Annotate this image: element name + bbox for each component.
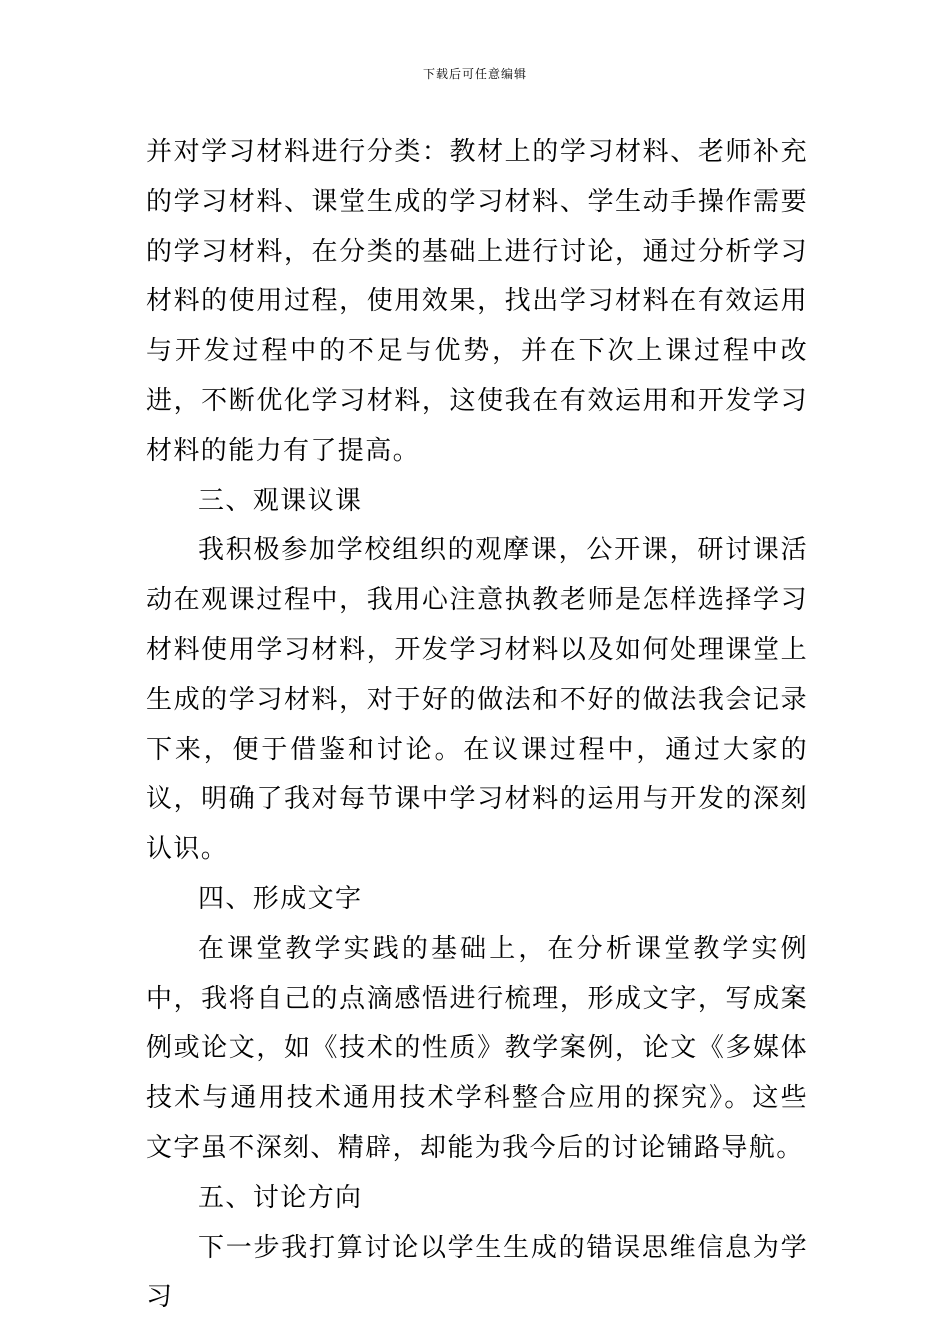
section-heading-writing: 四、形成文字 (198, 883, 363, 914)
paragraph-observe-lessons: 我积极参加学校组织的观摩课，公开课，研讨课活动在观课过程中，我用心注意执教老师是怎样选择学习材料使用学习材料，开发学习材料以及如何处理课堂上生成的学习材料，对于好的做法和不好的做法我会记录下来，便于借鉴和讨论。在议课过程中，通过大家的议，明确了我对每节课中学习材料的运用与开发的深刻认识。 (146, 535, 808, 865)
section-heading-research-direction: 五、讨论方向 (198, 1182, 363, 1213)
document-body (146, 128, 808, 1323)
paragraph-research-direction: 下一步我打算讨论以学生生成的错误思维信息为学习 (146, 1232, 808, 1313)
paragraph-material-classification: 并对学习材料进行分类：教材上的学习材料、老师补充的学习材料、课堂生成的学习材料、学生动手操作需要的学习材料，在分类的基础上进行讨论，通过分析学习材料的使用过程，使用效果，找出学习材料在有效运用与开发过程中的不足与优势，并在下次上课过程中改进，不断优化学习材料，这使我在有效运用和开发学习材料的能力有了提高。 (146, 137, 808, 466)
section-heading-observe-lessons: 三、观课议课 (198, 485, 363, 516)
paragraph-writing: 在课堂教学实践的基础上，在分析课堂教学实例中，我将自己的点滴感悟进行梳理，形成文字，写成案例或论文，如《技术的性质》教学案例，论文《多媒体技术与通用技术通用技术学科整合应用的探究》。这些文字虽不深刻、精辟，却能为我今后的讨论铺路导航。 (146, 933, 808, 1163)
page-header-note: 下载后可任意编辑 (422, 67, 527, 81)
